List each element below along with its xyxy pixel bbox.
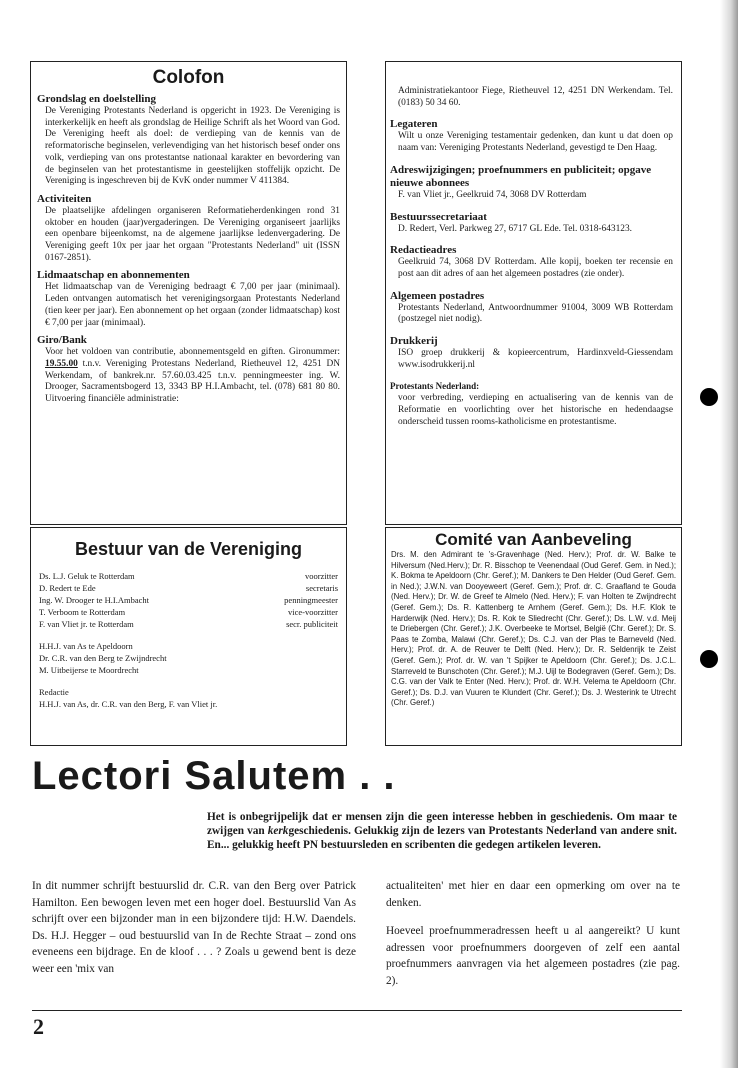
section-heading: Grondslag en doelstelling	[37, 93, 156, 105]
section-body: Geelkruid 74, 3068 DV Rotterdam. Alle kopij, boeken ter recensie en post aan dit adres of aan het algemeen postadres (zie onder).	[398, 257, 673, 279]
section-body: De plaatselijke afdelingen organiseren Reformatieherdenkingen rond 31 oktober en houden (jaar)vergaderingen. De Vereniging organiseert jaarlijks een openbare bijeenkomst, na de algemene jaarlijkse ledenvergadering. De Vereniging geeft 10x per jaar het orgaan "Protestants Nederland" uit (ISSN 0167-2851).	[45, 205, 340, 263]
member-role: voorzitter	[304, 571, 338, 581]
colofon-section	[37, 93, 340, 188]
admin-section	[390, 244, 673, 280]
paragraph: actualiteiten' met hier en daar een opmerking om over na te denken.	[386, 880, 680, 909]
member-name: T. Verboom te Rotterdam	[39, 607, 126, 617]
lead-text: Het is onbegrijpelijk dat er mensen zijn die geen interesse hebben in geschiedenis. Om maar te zwijgen van	[207, 811, 677, 837]
bestuur-member	[39, 606, 338, 618]
section-heading: Lidmaatschap en abonnementen	[37, 269, 190, 282]
section-heading: Bestuurssecretariaat	[390, 210, 487, 223]
member-role: penningmeester	[284, 595, 338, 605]
section-heading: Algemeen postadres	[390, 289, 485, 302]
article-column-left: In dit nummer schrijft bestuurslid dr. C.R. van den Berg over Patrick Hamilton. Een bewogen leven met een hoger doel. Bestuurslid Van As schrijft over een bijzonder man in een bijzondere tijd: H.W. Daendels. Ds. H.J. Hegger – oud bestuurslid van In de Rechte Straat – zond ons eveneens een bijdrage. En de kloof . . . ? Zoals u gewend bent is deze weer een 'mix van	[32, 880, 356, 975]
section-body: De Vereniging Protestants Nederland is opgericht in 1923. De Vereniging is interkerkelijk en heeft als grondslag de Heilige Schrift als het Woord van God. De Vereniging heeft als doel: de verdieping van de kennis van de reformatorische beginselen, verlevendiging van het historisch besef onder ons volk, verdieping van ons protestantse nationaal karakter en bevordering van de beginselen van het protestantisme in geestelijken stoffelijk opzicht. De Vereniging is ingeschreven bij de KvK onder nummer V 411384.	[45, 106, 340, 187]
section-heading: Activiteiten	[37, 192, 92, 205]
article-column-right	[386, 878, 680, 989]
colofon-box	[30, 61, 347, 525]
member-name: Ing. W. Drooger te H.I.Ambacht	[39, 595, 150, 605]
bestuur-lid: M. Uitbeijerse te Moordrecht	[39, 665, 139, 675]
section-body: Protestants Nederland, Antwoordnummer 91004, 3009 WB Rotterdam (postzegel niet nodig).	[398, 302, 673, 325]
member-role: secr. publiciteit	[286, 619, 338, 629]
admin-intro: Administratiekantoor Fiege, Rietheuvel 12, 4251 DN Werkendam. Tel. (0183) 50 34 60.	[398, 86, 673, 108]
section-heading: Redactieadres	[390, 244, 457, 257]
admin-section	[390, 335, 673, 371]
redactie-members: H.H.J. van As, dr. C.R. van den Berg, F. van Vliet jr.	[39, 699, 218, 709]
page-number: 2	[33, 1014, 44, 1039]
giro-text: Voor het voldoen van contributie, abonnementsgeld en giften. Gironummer:	[45, 347, 340, 358]
bestuur-lid: Dr. C.R. van den Berg te Zwijndrecht	[39, 653, 167, 663]
section-body: F. van Vliet jr., Geelkruid 74, 3068 DV Rotterdam	[398, 189, 587, 200]
redactie-label: Redactie	[39, 687, 69, 697]
giro-section	[37, 334, 340, 406]
lead-emphasis: kerk	[267, 825, 289, 837]
section-body: voor verbreding, verdieping en actualisering van de kennis van de Reformatie en voorlichting over het historische en hedendaagse onderscheid tussen rooms-katholicisme en protestantisme.	[398, 393, 673, 427]
bestuur-member	[39, 594, 338, 606]
member-role: secretaris	[305, 583, 338, 593]
admin-box	[385, 61, 682, 525]
member-name: F. van Vliet jr. te Rotterdam	[39, 619, 134, 629]
section-heading: Giro/Bank	[37, 334, 87, 347]
bestuur-box	[30, 527, 347, 746]
giro-text: t.n.v. Vereniging Protestans Nederland, Rietheuvel 12, 4251 DN Werkendam, of bankrek.nr. 57.60.03.425 t.n.v. penningmeester ing. W. Drooger, Sacramentsbogerd 13, 3343 BP H.I.Ambacht, tel. (078) 681 80 80. Uitvoering financiële administratie:	[45, 358, 340, 405]
punch-hole	[700, 650, 718, 668]
comite-members: Drs. M. den Admirant te 's-Gravenhage (Ned. Herv.); Prof. dr. W. Balke te Hilversum (Ned.Herv.); Dr. R. Bisschop te Veenendaal (Oud Geref. Gem. in Ned.); K. Bokma te Apeldoorn (Chr. Geref.); M. Dankers te Den Helder (Oud Geref. Gem. in Ned.); J.W.N. van Dooyeweert (Geref. Gem.); Prof. dr. C. Graafland te Gouda (Ned. Herv.); Dr. W. de Greef te Almelo (Ned. Herv.); F. van Holten te Zwijndrecht (Geref. Gem.); Ds. R. Kattenberg te Arnhem (Geref. Gem.); Ds. H.F. Klok te Harderwijk (Ned. Herv.); Ds. R. Kok te Sliedrecht (Chr. Geref.); Ds. L.W. v.d. Meij te Driebergen (Chr. Geref.); J.K. Overbeeke te Mortsel, België (Chr. Geref.); Dr. S. Paas te Zomba, Malawi (Chr. Geref.); Ds. C.J. van der Plas te Barneveld (Ned. Herv.); Prof. dr. A. de Reuver te Delft (Ned. Herv.); Dr. R. Seldenrijk te Zeist (Geref. Gem.); Prof. dr. W. van 't Spijker te Apeldoorn (Chr. Geref.); Ds. J.C.L. Starreveld te Bunschoten (Chr. Geref.); M.J. Uijl te Bodegraven (Geref. Gem.); Ds. C.G. van der Valk te Enter (Ned. Herv.); Prof. dr. W.H. Velema te Apeldoorn (Chr. Geref.); Ds. D.J. van Vuuren te Klundert (Chr. Geref.); Ds. J. Westerink te Utrecht (Chr. Geref.)	[391, 550, 676, 708]
bestuur-member	[39, 570, 338, 582]
section-heading: Legateren	[390, 118, 438, 131]
giro-number: 19.55.00	[45, 358, 78, 369]
section-body: Wilt u onze Vereniging testamentair gedenken, dan kunt u dat doen op naam van: Vereniging Protestants Nederland, gevestigd te Den Haag.	[398, 131, 673, 154]
comite-title: Comité van Aanbeveling	[435, 530, 632, 549]
member-name: Ds. L.J. Geluk te Rotterdam	[39, 571, 135, 581]
section-heading: Adreswijzigingen; proefnummers en publiciteit; opgave nieuwe abonnees	[390, 163, 652, 189]
bestuur-lid: H.H.J. van As te Apeldoorn	[39, 641, 133, 651]
comite-box	[385, 527, 682, 746]
page-edge-shadow	[720, 0, 738, 1068]
admin-section	[390, 164, 673, 202]
section-body	[37, 347, 340, 406]
article-title: Lectori Salutem . .	[32, 754, 396, 798]
paragraph: Hoeveel proefnummeradressen heeft u al aangereikt? U kunt adressen voor proefnummers doorgeven of zelf een aantal proefnummers aanvragen via het algemeen postadres (zie pag. 2).	[386, 925, 680, 987]
member-name: D. Redert te Ede	[39, 583, 96, 593]
member-role: vice-voorzitter	[287, 607, 338, 617]
article-lead	[207, 810, 677, 852]
admin-section	[390, 211, 673, 236]
section-body: D. Redert, Verl. Parkweg 27, 6717 GL Ede. Tel. 0318-643123.	[398, 223, 633, 234]
bestuur-member	[39, 582, 338, 594]
admin-section	[390, 118, 673, 154]
colofon-section	[37, 193, 340, 265]
punch-hole	[700, 388, 718, 406]
lead-text: geschiedenis. Gelukkig zijn de lezers van Protestants Nederland van andere snit. En... gelukkig heeft PN bestuursleden en scribenten die gedegen artikelen leveren.	[207, 825, 678, 851]
bestuur-title: Bestuur van de Vereniging	[74, 539, 303, 559]
footer-rule	[32, 1010, 682, 1011]
colofon-title: Colofon	[152, 67, 225, 88]
section-heading: Drukkerij	[390, 335, 438, 348]
section-heading: Protestants Nederland:	[390, 381, 480, 392]
bestuur-member	[39, 618, 338, 630]
section-body: Het lidmaatschap van de Vereniging bedraagt € 7,00 per jaar (minimaal). Leden ontvangen automatisch het verenigingsorgaan Protestants Nederland (tien keer per jaar). Een abonnement op het orgaan (zonder lidmaatschap) kost € 7,00 per jaar (minimaal).	[45, 282, 340, 328]
admin-section	[390, 290, 673, 326]
section-body: ISO groep drukkerij & kopieercentrum, Hardinxveld-Giessendam www.isodrukkerij.nl	[398, 348, 673, 370]
colofon-section	[37, 269, 340, 329]
admin-section	[390, 380, 673, 428]
